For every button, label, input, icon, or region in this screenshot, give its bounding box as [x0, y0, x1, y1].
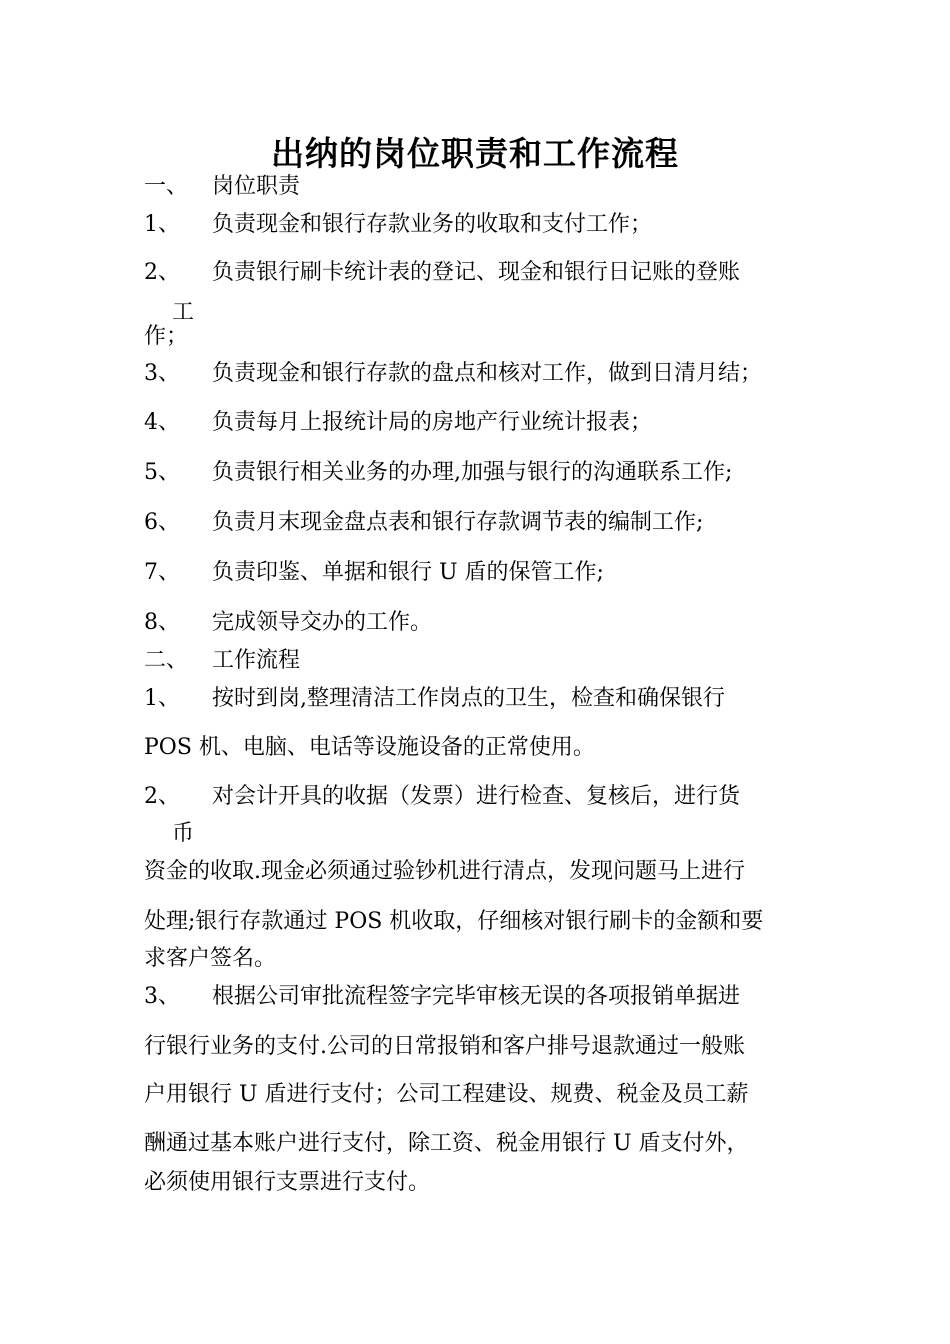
item-text: 负责现金和银行存款业务的收取和支付工作； — [212, 212, 653, 237]
item-text: 负责印鉴、单据和银行 U 盾的保管工作; — [212, 560, 604, 585]
item-text: 负责银行相关业务的办理,加强与银行的沟通联系工作; — [212, 460, 733, 485]
item-number: 3、 — [144, 984, 180, 1009]
paragraph-line: 行银行业务的支付.公司的日常报销和客户排号退款通过一般账 — [144, 1034, 745, 1059]
document-title: 出纳的岗位职责和工作流程 — [271, 134, 679, 173]
item-text: 完成领导交办的工作。 — [212, 610, 433, 635]
item-text: 负责银行刷卡统计表的登记、现金和银行日记账的登账 — [212, 260, 741, 285]
paragraph-line: 酬通过基本账户进行支付，除工资、税金用银行 U 盾支付外， — [144, 1131, 749, 1156]
item-number: 1、 — [144, 212, 180, 237]
item-number: 6、 — [144, 510, 180, 535]
item-number: 8、 — [144, 610, 180, 635]
item-text-continuation: 工 — [172, 300, 195, 325]
section-number: 一、 — [144, 174, 189, 199]
paragraph-line: POS 机、电脑、电话等设施设备的正常使用。 — [144, 735, 595, 760]
item-text: 负责现金和银行存款的盘点和核对工作，做到日清月结； — [212, 361, 763, 386]
paragraph-line: 求客户签名。 — [144, 946, 277, 971]
item-number: 2、 — [144, 784, 180, 809]
item-text: 根据公司审批流程签字完毕审核无误的各项报销单据进 — [212, 984, 741, 1009]
item-text-continuation: 作； — [144, 324, 189, 349]
item-text: 负责月末现金盘点表和银行存款调节表的编制工作; — [212, 510, 704, 535]
paragraph-line: 处理;银行存款通过 POS 机收取，仔细核对银行刷卡的金额和要 — [144, 909, 764, 934]
item-number: 3、 — [144, 361, 180, 386]
item-text-continuation: 币 — [172, 821, 195, 846]
section-title: 工作流程 — [212, 648, 301, 673]
item-text: 对会计开具的收据（发票）进行检查、复核后，进行货 — [212, 784, 741, 809]
paragraph-line: 资金的收取.现金必须通过验钞机进行清点，发现问题马上进行 — [144, 859, 745, 884]
item-number: 2、 — [144, 260, 180, 285]
item-text: 负责每月上报统计局的房地产行业统计报表； — [212, 410, 653, 435]
paragraph-line: 必须使用银行支票进行支付。 — [144, 1170, 431, 1195]
item-number: 1、 — [144, 686, 180, 711]
section-title: 岗位职责 — [212, 174, 301, 199]
item-number: 7、 — [144, 560, 180, 585]
item-text: 按时到岗,整理清洁工作岗点的卫生，检查和确保银行 — [212, 686, 725, 711]
paragraph-line: 户用银行 U 盾进行支付；公司工程建设、规费、税金及员工薪 — [144, 1082, 749, 1107]
item-number: 5、 — [144, 460, 180, 485]
section-number: 二、 — [144, 648, 189, 673]
item-number: 4、 — [144, 410, 180, 435]
